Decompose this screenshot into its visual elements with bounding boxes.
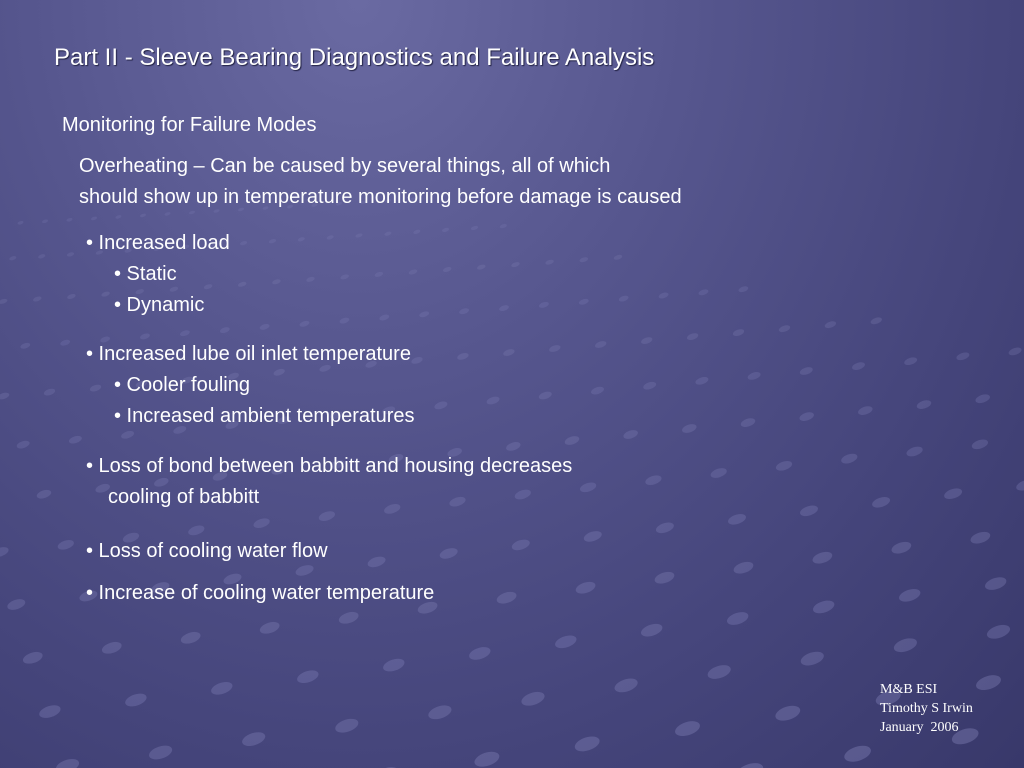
sub-bullet-static: • Static xyxy=(114,263,177,285)
background-dot xyxy=(640,336,653,345)
background-dot xyxy=(644,474,663,487)
background-dot xyxy=(272,278,282,285)
background-dot xyxy=(468,645,493,663)
bullet-cooling-water-temperature: • Increase of cooling water temperature xyxy=(86,582,435,604)
background-dot xyxy=(709,466,728,479)
background-dot xyxy=(564,434,581,446)
footer-date: January 2006 xyxy=(880,720,959,735)
background-dot xyxy=(905,445,924,458)
background-dot xyxy=(419,310,430,318)
background-dot xyxy=(374,271,384,278)
background-dot xyxy=(339,317,350,325)
background-dot xyxy=(871,495,892,510)
background-dot xyxy=(799,503,820,518)
background-dot xyxy=(498,304,509,312)
intro-line: should show up in temperature monitoring before damage is caused xyxy=(79,186,682,208)
background-dot xyxy=(32,296,42,303)
background-dot xyxy=(974,393,991,405)
background-dot xyxy=(239,240,247,246)
background-dot xyxy=(36,488,53,500)
background-dot xyxy=(579,481,598,494)
background-dot xyxy=(38,253,46,259)
background-dot xyxy=(43,387,56,396)
background-dot xyxy=(179,329,190,337)
background-dot xyxy=(203,283,213,290)
background-dot xyxy=(706,662,733,681)
background-dot xyxy=(811,550,834,566)
background-dot xyxy=(16,439,31,450)
background-dot xyxy=(413,229,421,235)
background-dot xyxy=(91,216,98,221)
background-dot xyxy=(299,320,310,328)
bullet-continuation: cooling of babbitt xyxy=(108,486,260,508)
intro-line: Overheating – Can be caused by several things, all of which xyxy=(79,155,611,177)
background-dot xyxy=(458,307,469,315)
background-dot xyxy=(573,734,602,755)
background-dot xyxy=(548,344,561,353)
background-dot xyxy=(456,352,469,361)
background-dot xyxy=(983,575,1008,593)
background-dot xyxy=(538,301,549,309)
background-dot xyxy=(268,238,276,244)
background-dot xyxy=(476,264,486,271)
background-dot xyxy=(219,326,230,334)
background-dot xyxy=(306,276,316,283)
background-dot xyxy=(382,656,407,674)
background-dot xyxy=(179,630,202,646)
background-dot xyxy=(0,391,10,400)
background-dot xyxy=(60,339,71,347)
background-dot xyxy=(297,236,305,242)
background-dot xyxy=(613,676,640,695)
background-dot xyxy=(642,380,657,391)
background-dot xyxy=(897,587,922,605)
background-dot xyxy=(499,223,507,229)
background-dot xyxy=(366,555,387,570)
sub-bullet-cooler-fouling: • Cooler fouling xyxy=(114,374,250,396)
background-dot xyxy=(1008,346,1023,357)
background-dot xyxy=(916,399,933,411)
background-dot xyxy=(811,598,836,616)
background-dot xyxy=(971,438,990,451)
background-dot xyxy=(384,231,392,237)
footer-author: Timothy S Irwin xyxy=(880,701,973,716)
background-dot xyxy=(732,328,745,337)
background-dot xyxy=(903,356,918,367)
background-dot xyxy=(799,649,826,668)
background-dot xyxy=(622,428,639,440)
background-dot xyxy=(974,672,1003,693)
background-dot xyxy=(658,291,669,299)
background-dot xyxy=(773,703,802,724)
background-dot xyxy=(54,756,81,768)
background-dot xyxy=(259,323,270,331)
background-dot xyxy=(140,213,147,218)
background-dot xyxy=(318,509,337,522)
background-dot xyxy=(379,313,390,321)
background-dot xyxy=(68,434,83,445)
background-dot xyxy=(495,590,518,606)
background-dot xyxy=(775,459,794,472)
background-dot xyxy=(66,251,74,257)
background-dot xyxy=(698,288,709,296)
background-dot xyxy=(0,545,10,558)
background-dot xyxy=(258,620,281,636)
background-dot xyxy=(870,316,883,325)
background-dot xyxy=(799,366,814,377)
background-dot xyxy=(89,383,102,392)
background-dot xyxy=(842,743,873,765)
section-heading: Monitoring for Failure Modes xyxy=(62,114,317,136)
bullet-loss-of-bond: • Loss of bond between babbitt and housing decreases xyxy=(86,455,573,477)
background-dot xyxy=(673,718,702,739)
background-dot xyxy=(727,512,748,527)
bullet-increased-load: • Increased load xyxy=(86,232,230,254)
background-dot xyxy=(441,227,449,233)
background-dot xyxy=(590,385,605,396)
background-dot xyxy=(594,340,607,349)
background-dot xyxy=(798,411,815,423)
background-dot xyxy=(618,295,629,303)
background-dot xyxy=(101,291,111,298)
background-dot xyxy=(355,233,363,239)
background-dot xyxy=(583,529,604,544)
background-dot xyxy=(574,580,597,596)
background-dot xyxy=(639,621,664,639)
background-dot xyxy=(578,298,589,306)
background-dot xyxy=(237,281,247,288)
background-dot xyxy=(613,254,623,261)
sub-bullet-ambient-temperatures: • Increased ambient temperatures xyxy=(114,405,415,427)
background-dot xyxy=(442,266,452,273)
background-dot xyxy=(433,400,448,411)
background-dot xyxy=(732,560,755,576)
background-dot xyxy=(1015,478,1024,493)
background-dot xyxy=(427,703,454,722)
background-dot xyxy=(100,640,123,656)
background-dot xyxy=(210,680,235,698)
background-dot xyxy=(857,405,874,417)
background-dot xyxy=(340,273,350,280)
background-dot xyxy=(985,622,1012,641)
footer-org: M&B ESI xyxy=(880,682,938,697)
background-dot xyxy=(326,234,334,240)
background-dot xyxy=(470,225,478,231)
background-dot xyxy=(653,570,676,586)
background-dot xyxy=(337,610,360,626)
background-dot xyxy=(735,760,766,768)
background-dot xyxy=(240,730,267,749)
background-dot xyxy=(892,636,919,655)
background-dot xyxy=(296,668,321,686)
background-dot xyxy=(66,217,73,222)
background-dot xyxy=(9,255,17,261)
background-dot xyxy=(840,452,859,465)
background-dot xyxy=(6,597,27,612)
background-dot xyxy=(725,610,750,628)
background-dot xyxy=(520,689,547,708)
background-dot xyxy=(554,633,579,651)
background-dot xyxy=(686,332,699,341)
background-dot xyxy=(383,502,402,515)
background-dot xyxy=(115,214,122,219)
background-dot xyxy=(486,395,501,406)
bullet-cooling-water-flow: • Loss of cooling water flow xyxy=(86,540,328,562)
background-dot xyxy=(890,540,913,556)
background-dot xyxy=(42,219,49,224)
background-dot xyxy=(778,324,791,333)
background-dot xyxy=(124,691,149,709)
bullet-lube-oil-temperature: • Increased lube oil inlet temperature xyxy=(86,343,411,365)
background-dot xyxy=(448,495,467,508)
background-dot xyxy=(17,220,24,225)
background-dot xyxy=(969,530,992,546)
background-dot xyxy=(372,764,401,768)
background-dot xyxy=(408,269,418,276)
background-dot xyxy=(694,375,709,386)
background-dot xyxy=(252,517,271,530)
background-dot xyxy=(943,486,964,501)
sub-bullet-dynamic: • Dynamic xyxy=(114,294,205,316)
background-dot xyxy=(851,361,866,372)
slide-title: Part II - Sleeve Bearing Diagnostics and Failure Analysis xyxy=(54,44,655,71)
background-dot xyxy=(38,703,63,721)
background-dot xyxy=(56,538,75,551)
background-dot xyxy=(538,390,553,401)
background-dot xyxy=(579,256,589,263)
background-dot xyxy=(410,356,423,365)
background-dot xyxy=(20,342,31,350)
background-dot xyxy=(545,259,555,266)
background-dot xyxy=(740,417,757,429)
background-dot xyxy=(511,261,521,268)
background-dot xyxy=(21,650,44,666)
background-dot xyxy=(747,371,762,382)
background-dot xyxy=(438,546,459,561)
intro-paragraph xyxy=(79,151,682,213)
background-dot xyxy=(0,298,8,305)
background-dot xyxy=(147,743,174,762)
footer-credits xyxy=(880,680,973,737)
background-dot xyxy=(955,351,970,362)
background-dot xyxy=(502,348,515,357)
background-dot xyxy=(513,488,532,501)
background-dot xyxy=(738,285,749,293)
background-dot xyxy=(473,749,502,768)
background-dot xyxy=(511,538,532,553)
background-dot xyxy=(67,293,77,300)
background-dot xyxy=(824,320,837,329)
background-dot xyxy=(681,422,698,434)
background-dot xyxy=(655,520,676,535)
background-dot xyxy=(334,716,361,735)
